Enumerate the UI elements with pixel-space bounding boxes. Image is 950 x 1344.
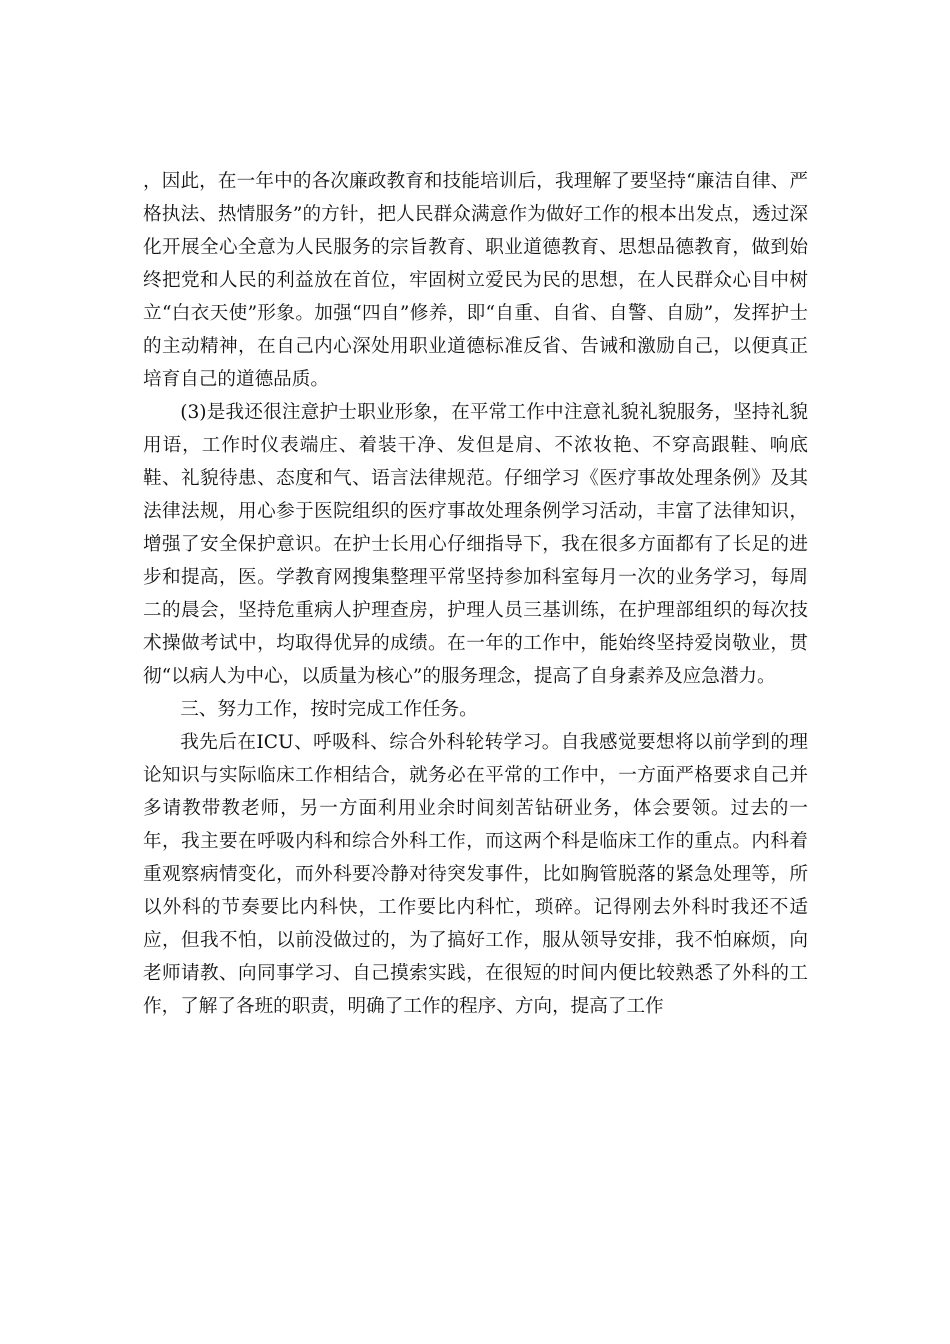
section-heading-work-tasks: 三、努力工作，按时完成工作任务。: [180, 699, 478, 720]
document-body: [143, 165, 808, 1023]
paragraph-rotation-study: 我先后在ICU、呼吸科、综合外科轮转学习。自我感觉要想将以前学到的理论知识与实际临床工作相结合，就务必在平常的工作中，一方面严格要求自己并多请教带教老师，另一方面利用业余时间刻苦钻研业务，体会要领。过去的一年，我主要在呼吸内科和综合外科工作，而这两个科是临床工作的重点。内科着重观察病情变化，而外科要冷静对待突发事件，比如胸管脱落的紧急处理等，所以外科的节奏要比内科快，工作要比内科忙，琐碎。记得刚去外科时我还不适应，但我不怕，以前没做过的，为了搞好工作，服从领导安排，我不怕麻烦，向老师请教、向同事学习、自己摸索实践，在很短的时间内便比较熟悉了外科的工作，了解了各班的职责，明确了工作的程序、方向，提高了工作: [143, 732, 808, 1017]
paragraph-professional-image: (3)是我还很注意护士职业形象，在平常工作中注意礼貌礼貌服务，坚持礼貌用语，工作时仪表端庄、着装干净、发但是肩、不浓妆艳、不穿高跟鞋、响底鞋、礼貌待患、态度和气、语言法律规范。仔细学习《医疗事故处理条例》及其法律法规，用心参于医院组织的医疗事故处理条例学习活动，丰富了法律知识，增强了安全保护意识。在护士长用心仔细指导下，我在很多方面都有了长足的进步和提高，医。学教育网搜集整理平常坚持参加科室每月一次的业务学习，每周二的晨会，坚持危重病人护理查房，护理人员三基训练，在护理部组织的每次技术操做考试中，均取得优异的成绩。在一年的工作中，能始终坚持爱岗敬业，贯彻“以病人为中心，以质量为核心”的服务理念，提高了自身素养及应急潜力。: [143, 402, 808, 687]
paragraph-continuation: ，因此，在一年中的各次廉政教育和技能培训后，我理解了要坚持“廉洁自律、严格执法、热情服务”的方针，把人民群众满意作为做好工作的根本出发点，透过深化开展全心全意为人民服务的宗旨教育、职业道德教育、思想品德教育，做到始终把党和人民的利益放在首位，牢固树立爱民为民的思想，在人民群众心目中树立“白衣天使”形象。加强“四自”修养，即“自重、自省、自警、自励”，发挥护士的主动精神，在自己内心深处用职业道德标准反省、告诫和激励自己，以便真正培育自己的道德品质。: [143, 171, 808, 390]
